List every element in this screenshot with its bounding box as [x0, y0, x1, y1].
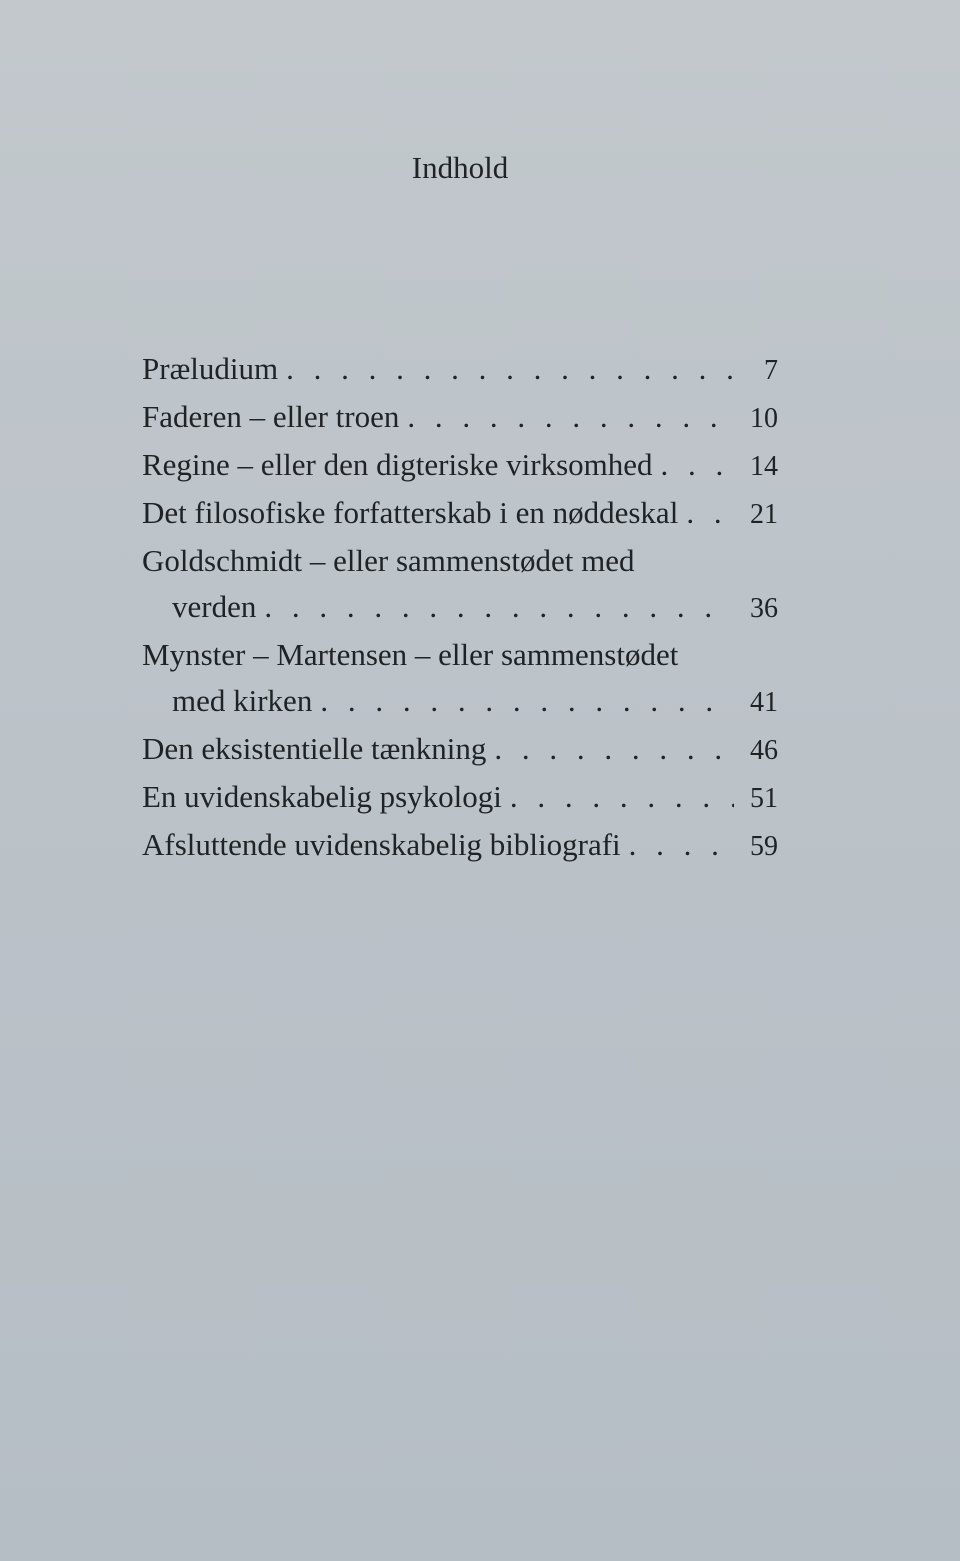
toc-page-number: 46 [750, 735, 778, 766]
toc-page-number: 41 [750, 687, 778, 718]
toc-entry-title: Goldschmidt – eller sammenstødet med [142, 543, 635, 578]
dot-leader [407, 394, 734, 440]
dot-leader [629, 822, 734, 868]
toc-entry-title: Præludium [142, 351, 279, 386]
toc-entry [142, 490, 778, 538]
toc-entry-title: Regine – eller den digteriske virksomhed [142, 447, 653, 482]
toc-page-number: 7 [764, 355, 778, 386]
toc-entry-title: Den eksistentielle tænkning [142, 731, 487, 766]
toc-entry-title: Afsluttende uvidenskabelig bibliografi [142, 827, 621, 862]
toc-page-number: 51 [750, 783, 778, 814]
toc-entry [142, 774, 778, 822]
toc-entry-title-continued: verden [172, 589, 257, 624]
toc-entry [142, 394, 778, 442]
toc-page-number: 10 [750, 403, 778, 434]
toc-entry [142, 726, 778, 774]
toc-entry-title-continued: med kirken [172, 683, 313, 718]
toc-entry [142, 346, 778, 394]
dot-leader [686, 490, 734, 536]
dot-leader [286, 346, 734, 392]
toc-entry [142, 632, 778, 726]
dot-leader [494, 726, 734, 772]
dot-leader [661, 442, 734, 488]
toc-entry [142, 538, 778, 632]
dot-leader [320, 678, 734, 724]
dot-leader [264, 584, 734, 630]
toc-page-number: 36 [750, 593, 778, 624]
toc-entry-title: Faderen – eller troen [142, 399, 400, 434]
toc-entry-title: En uvidenskabelig psykologi [142, 779, 502, 814]
page-title: Indhold [411, 150, 509, 185]
toc-page-number: 14 [750, 451, 778, 482]
toc-entry [142, 442, 778, 490]
table-of-contents [142, 346, 778, 870]
toc-entry [142, 822, 778, 870]
toc-entry-title: Det filosofiske forfatterskab i en nøddeskal [142, 495, 679, 530]
toc-entry-title: Mynster – Martensen – eller sammenstødet [142, 637, 679, 672]
dot-leader [510, 774, 734, 820]
toc-page-number: 21 [750, 499, 778, 530]
toc-page-number: 59 [750, 831, 778, 862]
